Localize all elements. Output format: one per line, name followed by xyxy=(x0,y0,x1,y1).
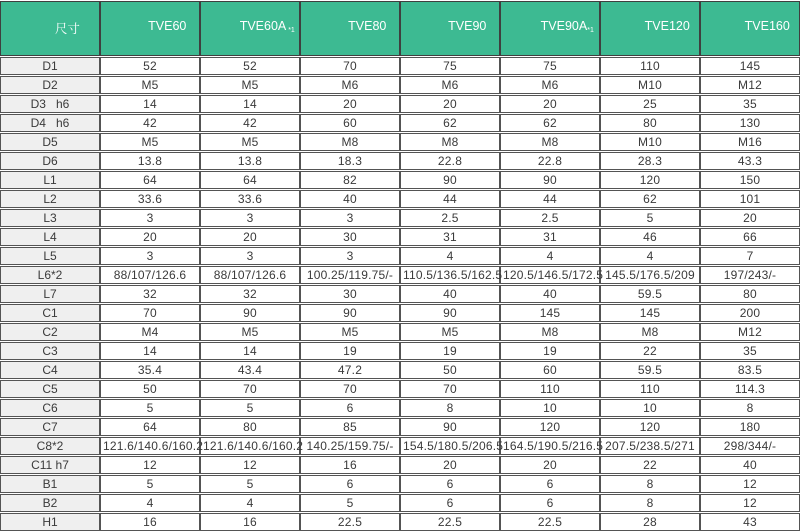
value-cell: 14 xyxy=(100,342,200,360)
value-cell: 5 xyxy=(100,475,200,493)
value-cell: M6 xyxy=(300,76,400,94)
value-cell: 44 xyxy=(500,190,600,208)
value-cell: 70 xyxy=(100,304,200,322)
value-cell: 10 xyxy=(500,399,600,417)
row-label-cell: L6*2 xyxy=(0,266,100,284)
row-label-cell: D3 h6 xyxy=(0,95,100,113)
value-cell: 20 xyxy=(300,95,400,113)
value-cell: 50 xyxy=(400,361,500,379)
value-cell: M16 xyxy=(700,133,800,151)
value-cell: 75 xyxy=(500,57,600,75)
table-row xyxy=(0,171,800,189)
column-header-tve90 xyxy=(400,1,500,56)
value-cell: 3 xyxy=(200,209,300,227)
row-label-cell: H1 xyxy=(0,513,100,531)
value-cell: 8 xyxy=(700,399,800,417)
value-cell: 20 xyxy=(500,95,600,113)
header-row xyxy=(0,1,800,56)
value-cell: 13.8 xyxy=(200,152,300,170)
value-cell: 90 xyxy=(400,304,500,322)
table-row xyxy=(0,247,800,265)
value-cell: 110 xyxy=(600,380,700,398)
table-row xyxy=(0,342,800,360)
value-cell: M5 xyxy=(200,133,300,151)
row-label-cell: C5 xyxy=(0,380,100,398)
value-cell: 31 xyxy=(500,228,600,246)
value-cell: 3 xyxy=(200,247,300,265)
value-cell: M5 xyxy=(100,133,200,151)
value-cell: M8 xyxy=(500,133,600,151)
table-row xyxy=(0,114,800,132)
value-cell: 5 xyxy=(200,399,300,417)
value-cell: 22.5 xyxy=(500,513,600,531)
row-label-cell: L3 xyxy=(0,209,100,227)
value-cell: 14 xyxy=(100,95,200,113)
value-cell: 64 xyxy=(100,171,200,189)
value-cell: 80 xyxy=(700,285,800,303)
table-row xyxy=(0,437,800,455)
value-cell: 3 xyxy=(300,209,400,227)
table-row xyxy=(0,456,800,474)
value-cell: 59.5 xyxy=(600,285,700,303)
value-cell: 10 xyxy=(600,399,700,417)
value-cell: 121.6/140.6/160.2 xyxy=(100,437,200,455)
value-cell: 207.5/238.5/271 xyxy=(600,437,700,455)
column-header-tve120 xyxy=(600,1,700,56)
value-cell: 52 xyxy=(100,57,200,75)
row-label-cell: C11 h7 xyxy=(0,456,100,474)
value-cell: 120 xyxy=(500,418,600,436)
value-cell: 8 xyxy=(400,399,500,417)
value-cell: 12 xyxy=(100,456,200,474)
value-cell: 298/344/- xyxy=(700,437,800,455)
row-label-cell: B1 xyxy=(0,475,100,493)
value-cell: 46 xyxy=(600,228,700,246)
table-row xyxy=(0,323,800,341)
value-cell: 13.8 xyxy=(100,152,200,170)
value-cell: M10 xyxy=(600,76,700,94)
table-row xyxy=(0,209,800,227)
table-row xyxy=(0,304,800,322)
value-cell: 2.5 xyxy=(400,209,500,227)
column-header-label: TVE90A xyxy=(540,19,588,33)
dimension-header-cell xyxy=(0,1,100,56)
value-cell: 19 xyxy=(400,342,500,360)
value-cell: 22.5 xyxy=(300,513,400,531)
table-row xyxy=(0,475,800,493)
column-header-tve60 xyxy=(100,1,200,56)
value-cell: 22.8 xyxy=(500,152,600,170)
value-cell: 16 xyxy=(200,513,300,531)
value-cell: 80 xyxy=(600,114,700,132)
value-cell: M12 xyxy=(700,323,800,341)
value-cell: 19 xyxy=(500,342,600,360)
row-label-cell: C4 xyxy=(0,361,100,379)
value-cell: 14 xyxy=(200,95,300,113)
value-cell: 40 xyxy=(500,285,600,303)
column-header-tve80 xyxy=(300,1,400,56)
column-header-label: TVE160 xyxy=(744,19,790,33)
value-cell: 16 xyxy=(300,456,400,474)
value-cell: 6 xyxy=(400,475,500,493)
value-cell: 22.5 xyxy=(400,513,500,531)
value-cell: 110 xyxy=(500,380,600,398)
table-body xyxy=(0,57,800,531)
value-cell: M6 xyxy=(500,76,600,94)
value-cell: 80 xyxy=(200,418,300,436)
value-cell: 40 xyxy=(400,285,500,303)
row-label-cell: D2 xyxy=(0,76,100,94)
value-cell: 70 xyxy=(200,380,300,398)
value-cell: M10 xyxy=(600,133,700,151)
value-cell: 20 xyxy=(200,228,300,246)
value-cell: 4 xyxy=(100,494,200,512)
value-cell: 32 xyxy=(200,285,300,303)
value-cell: 7 xyxy=(700,247,800,265)
value-cell: 64 xyxy=(100,418,200,436)
table-row xyxy=(0,361,800,379)
value-cell: 197/243/- xyxy=(700,266,800,284)
value-cell: 6 xyxy=(300,399,400,417)
value-cell: 22 xyxy=(600,456,700,474)
value-cell: M5 xyxy=(200,76,300,94)
value-cell: 8 xyxy=(600,494,700,512)
value-cell: 88/107/126.6 xyxy=(100,266,200,284)
value-cell: 70 xyxy=(300,57,400,75)
value-cell: M5 xyxy=(300,323,400,341)
value-cell: 35 xyxy=(700,95,800,113)
value-cell: 154.5/180.5/206.5 xyxy=(400,437,500,455)
value-cell: 90 xyxy=(400,171,500,189)
value-cell: 28 xyxy=(600,513,700,531)
footnote-marker: *1 xyxy=(587,27,594,34)
value-cell: 114.3 xyxy=(700,380,800,398)
value-cell: 42 xyxy=(200,114,300,132)
value-cell: 35 xyxy=(700,342,800,360)
value-cell: 30 xyxy=(300,228,400,246)
value-cell: 33.6 xyxy=(100,190,200,208)
value-cell: 110 xyxy=(600,57,700,75)
footnote-marker: *1 xyxy=(286,27,295,34)
column-header-tve90a xyxy=(500,1,600,56)
value-cell: 90 xyxy=(500,171,600,189)
value-cell: 130 xyxy=(700,114,800,132)
row-label-cell: C2 xyxy=(0,323,100,341)
value-cell: 145 xyxy=(700,57,800,75)
value-cell: 44 xyxy=(400,190,500,208)
value-cell: 64 xyxy=(200,171,300,189)
column-header-label: TVE60A xyxy=(239,19,287,33)
table-row xyxy=(0,133,800,151)
value-cell: 82 xyxy=(300,171,400,189)
value-cell: M5 xyxy=(200,323,300,341)
value-cell: 22.8 xyxy=(400,152,500,170)
table-row xyxy=(0,57,800,75)
value-cell: 60 xyxy=(500,361,600,379)
value-cell: 19 xyxy=(300,342,400,360)
value-cell: 3 xyxy=(100,209,200,227)
value-cell: 120 xyxy=(600,171,700,189)
column-header-tve160 xyxy=(700,1,800,56)
value-cell: 145.5/176.5/209 xyxy=(600,266,700,284)
value-cell: M5 xyxy=(100,76,200,94)
table-row xyxy=(0,399,800,417)
value-cell: M6 xyxy=(400,76,500,94)
value-cell: 12 xyxy=(700,494,800,512)
value-cell: 43.4 xyxy=(200,361,300,379)
row-label-cell: D5 xyxy=(0,133,100,151)
row-label-cell: C1 xyxy=(0,304,100,322)
value-cell: 6 xyxy=(500,494,600,512)
column-header-label: TVE90 xyxy=(448,19,487,33)
table-row xyxy=(0,380,800,398)
value-cell: 6 xyxy=(500,475,600,493)
row-label-cell: C3 xyxy=(0,342,100,360)
table-row xyxy=(0,494,800,512)
table-row xyxy=(0,228,800,246)
row-label-cell: L1 xyxy=(0,171,100,189)
value-cell: 90 xyxy=(200,304,300,322)
value-cell: 20 xyxy=(400,456,500,474)
row-label-cell: D6 xyxy=(0,152,100,170)
column-header-label: TVE80 xyxy=(348,19,387,33)
value-cell: 62 xyxy=(600,190,700,208)
value-cell: 28.3 xyxy=(600,152,700,170)
value-cell: 5 xyxy=(600,209,700,227)
value-cell: 83.5 xyxy=(700,361,800,379)
value-cell: 42 xyxy=(100,114,200,132)
table-row xyxy=(0,418,800,436)
value-cell: 121.6/140.6/160.2 xyxy=(200,437,300,455)
value-cell: 88/107/126.6 xyxy=(200,266,300,284)
value-cell: 43 xyxy=(700,513,800,531)
value-cell: 25 xyxy=(600,95,700,113)
value-cell: M8 xyxy=(600,323,700,341)
column-header-label: TVE60 xyxy=(148,19,187,33)
value-cell: 50 xyxy=(100,380,200,398)
value-cell: 2.5 xyxy=(500,209,600,227)
row-label-cell: L2 xyxy=(0,190,100,208)
value-cell: M8 xyxy=(400,133,500,151)
column-header-tve60a xyxy=(200,1,300,56)
row-label-cell: C6 xyxy=(0,399,100,417)
value-cell: M4 xyxy=(100,323,200,341)
row-label-cell: D1 xyxy=(0,57,100,75)
table-row xyxy=(0,76,800,94)
value-cell: 4 xyxy=(600,247,700,265)
value-cell: 164.5/190.5/216.5 xyxy=(500,437,600,455)
value-cell: 6 xyxy=(300,475,400,493)
row-label-cell: B2 xyxy=(0,494,100,512)
value-cell: 145 xyxy=(500,304,600,322)
value-cell: 62 xyxy=(500,114,600,132)
row-label-cell: L4 xyxy=(0,228,100,246)
value-cell: 5 xyxy=(200,475,300,493)
value-cell: 20 xyxy=(700,209,800,227)
value-cell: 20 xyxy=(400,95,500,113)
value-cell: 3 xyxy=(100,247,200,265)
value-cell: 100.25/119.75/- xyxy=(300,266,400,284)
value-cell: 59.5 xyxy=(600,361,700,379)
value-cell: 31 xyxy=(400,228,500,246)
value-cell: 120 xyxy=(600,418,700,436)
row-label-cell: D4 h6 xyxy=(0,114,100,132)
table-row xyxy=(0,285,800,303)
value-cell: 16 xyxy=(100,513,200,531)
value-cell: 18.3 xyxy=(300,152,400,170)
value-cell: 5 xyxy=(100,399,200,417)
row-label-cell: L7 xyxy=(0,285,100,303)
value-cell: 40 xyxy=(700,456,800,474)
value-cell: 20 xyxy=(100,228,200,246)
value-cell: 14 xyxy=(200,342,300,360)
value-cell: 33.6 xyxy=(200,190,300,208)
value-cell: 8 xyxy=(600,475,700,493)
value-cell: 4 xyxy=(500,247,600,265)
table-row xyxy=(0,95,800,113)
value-cell: 75 xyxy=(400,57,500,75)
value-cell: 62 xyxy=(400,114,500,132)
value-cell: 52 xyxy=(200,57,300,75)
value-cell: 4 xyxy=(400,247,500,265)
value-cell: 110.5/136.5/162.5 xyxy=(400,266,500,284)
value-cell: 120.5/146.5/172.5 xyxy=(500,266,600,284)
value-cell: 90 xyxy=(300,304,400,322)
value-cell: 12 xyxy=(700,475,800,493)
table-row xyxy=(0,513,800,531)
value-cell: 22 xyxy=(600,342,700,360)
value-cell: 70 xyxy=(300,380,400,398)
value-cell: 145 xyxy=(600,304,700,322)
value-cell: 150 xyxy=(700,171,800,189)
value-cell: 3 xyxy=(300,247,400,265)
row-label-cell: C7 xyxy=(0,418,100,436)
value-cell: 40 xyxy=(300,190,400,208)
value-cell: M8 xyxy=(500,323,600,341)
row-label-cell: C8*2 xyxy=(0,437,100,455)
value-cell: 35.4 xyxy=(100,361,200,379)
value-cell: 30 xyxy=(300,285,400,303)
value-cell: M8 xyxy=(300,133,400,151)
value-cell: 4 xyxy=(200,494,300,512)
value-cell: 47.2 xyxy=(300,361,400,379)
value-cell: 32 xyxy=(100,285,200,303)
value-cell: 43.3 xyxy=(700,152,800,170)
value-cell: M12 xyxy=(700,76,800,94)
table-row xyxy=(0,190,800,208)
value-cell: 6 xyxy=(400,494,500,512)
value-cell: 101 xyxy=(700,190,800,208)
value-cell: 12 xyxy=(200,456,300,474)
value-cell: 66 xyxy=(700,228,800,246)
value-cell: M5 xyxy=(400,323,500,341)
value-cell: 180 xyxy=(700,418,800,436)
value-cell: 20 xyxy=(500,456,600,474)
value-cell: 5 xyxy=(300,494,400,512)
table-row xyxy=(0,266,800,284)
value-cell: 85 xyxy=(300,418,400,436)
dimension-header-label: 尺寸 xyxy=(54,21,80,36)
value-cell: 70 xyxy=(400,380,500,398)
value-cell: 90 xyxy=(400,418,500,436)
value-cell: 140.25/159.75/- xyxy=(300,437,400,455)
column-header-label: TVE120 xyxy=(644,19,690,33)
row-label-cell: L5 xyxy=(0,247,100,265)
value-cell: 200 xyxy=(700,304,800,322)
value-cell: 60 xyxy=(300,114,400,132)
table-row xyxy=(0,152,800,170)
